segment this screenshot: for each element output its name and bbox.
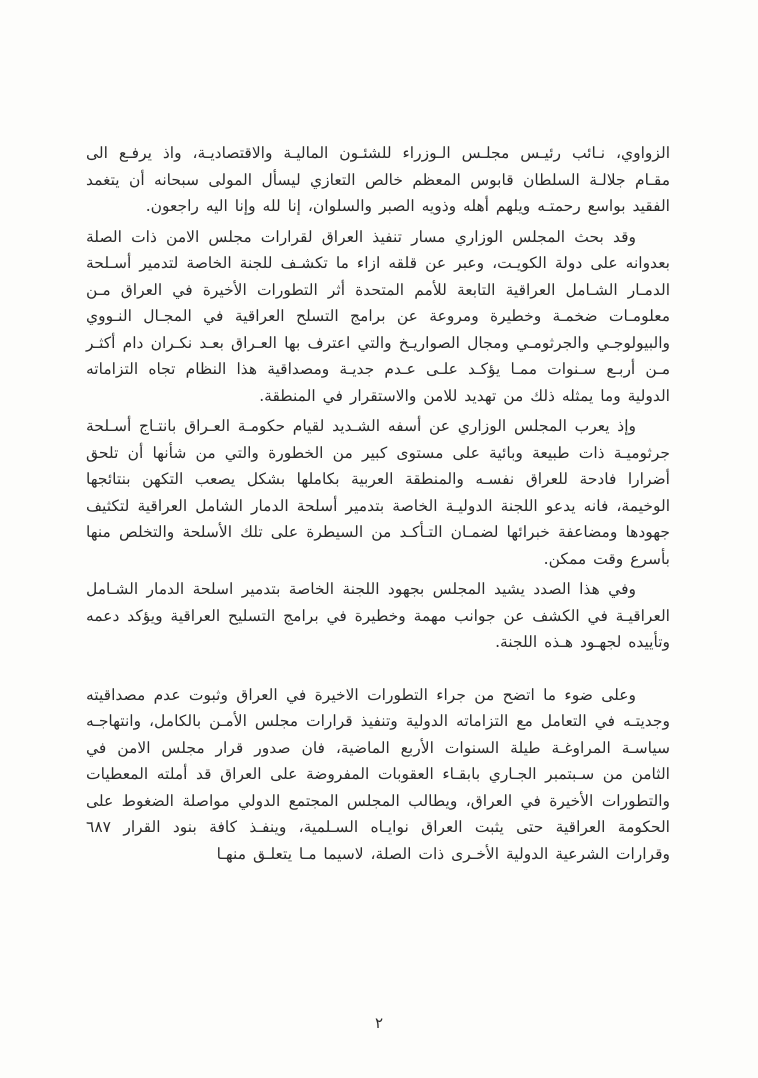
paragraph-1: الزواوي، نـائب رئيـس مجلـس الـوزراء للشئـون الماليـة والاقتصاديـة، واذ يرفـع الى مقـام جلالـة السلطان قابوس المعظم خالص التعازي ليسأل المولى سبحانه أن يتغمد الفقيد بواسع رحمتـه ويلهم أهله وذويه الصبر والسلوان، إنا لله وإنا اليه راجعون. <box>86 144 670 215</box>
paragraph-2: وقد بحث المجلس الوزاري مسار تنفيذ العراق لقرارات مجلس الامن ذات الصلة بعدوانه على دولة الكويـت، وعبر عن قلقه ازاء ما تكشـف للجنة الخاصة لتدمير أسـلحة الدمـار الشـامل العراقية التابعة للأمم المتحدة أثر التطورات الأخيرة في العراق مـن معلومـات ضخمـة وخطيرة ومروعة عن برامج التسلح العراقية في المجـال النـووي والبيولوجـي والجرثومـي ومجال الصواريـخ والتي اعترف بها العـراق بعـد نكـران دام أكثـر مـن أربـع سـنوات ممـا يؤكـد علـى عـدم جديـة ومصداقية هذا النظام تجاه التزاماته الدولية وما يمثله ذلك من تهديد للامن والاستقرار في المنطقة. <box>86 227 670 405</box>
paragraph-3: وإذ يعرب المجلس الوزاري عن أسفه الشـديد لقيام حكومـة العـراق بانتـاج أسـلحة جرثوميـة ذات طبيعة وبائية على مستوى كبير من الخطورة والتي من شأنها أن تلحق أضرارا فادحة للعراق نفسـه والمنطقة العربية بكاملها بشكل يصعب التكهن بنتائجها الوخيمة، فانه يدعو اللجنة الدوليـة الخاصة بتدمير أسلحة الدمار الشامل العراقية لتكثيف جهودها ومضاعفة خبرائها لضمـان التـأكـد من السيطرة على تلك الأسلحة والتخلص منها بأسرع وقت ممكن. <box>86 417 670 568</box>
paragraph-4: وفي هذا الصدد يشيد المجلس بجهود اللجنة الخاصة بتدمير اسلحة الدمار الشـامل العراقيـة في الكشف عن جوانب مهمة وخطيرة في برامج التسليح العراقية ويؤكد دعمه وتأييده لجهـود هـذه اللجنة. <box>86 580 670 651</box>
page-number: ٢ <box>374 1014 384 1032</box>
paragraph-5: وعلى ضوء ما اتضح من جراء التطورات الاخيرة في العراق وثبوت عدم مصداقيته وجديتـه في التعامل مع التزاماته الدولية وتنفيذ قرارات مجلس الأمـن بالكامل، وانتهاجـه سياسـة المراوغـة طيلة السنوات الأربع الماضية، فان صدور قرار مجلس الامن في الثامن من سـبتمبر الجـاري بابقـاء العقوبات المفروضة على العراق قد أملته المعطيات والتطورات الأخيرة في العراق، ويطالب المجلس المجتمع الدولي مواصلة الضغوط على الحكومة العراقية حتى يثبت العراق نوايـاه السـلمية، وينفـذ كافة بنود القرار ٦٨٧ وقرارات الشرعية الدولية الأخـرى ذات الصلة، لاسيما مـا يتعلـق منهـا <box>86 685 670 863</box>
document-text-block <box>86 140 670 871</box>
